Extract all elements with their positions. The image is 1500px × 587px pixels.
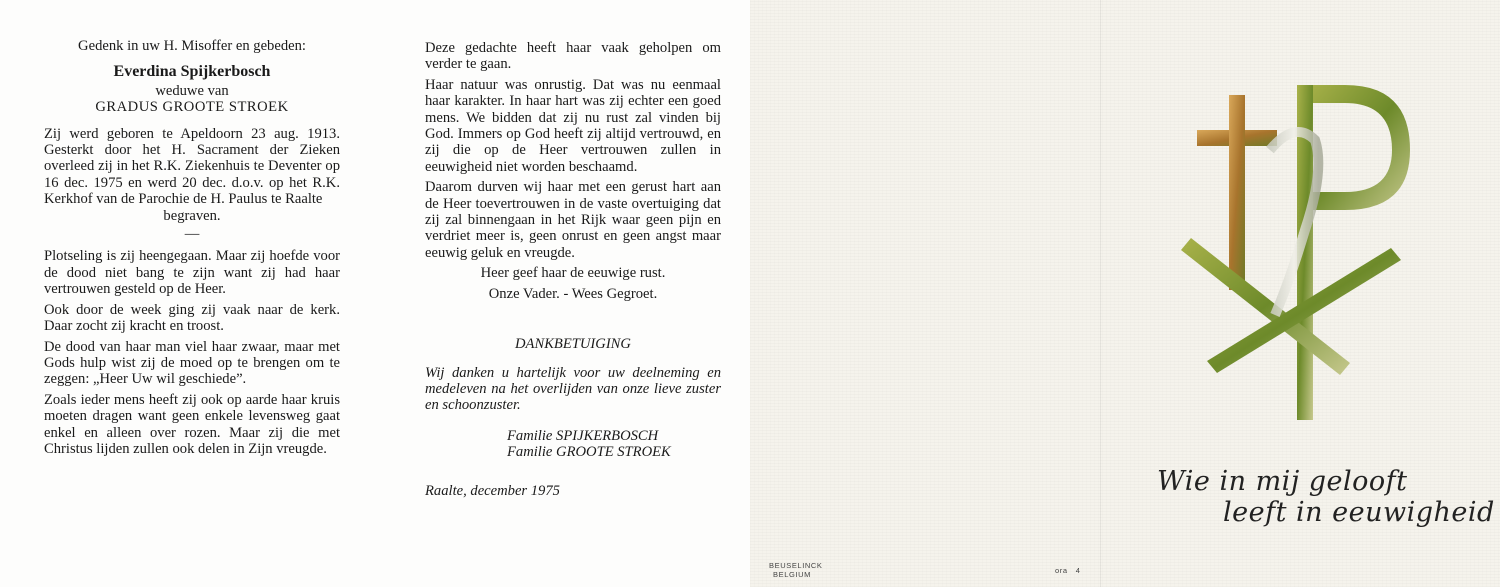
thanks-title: DANKBETUIGING: [515, 336, 631, 353]
thanks-text: Wij danken u hartelijk voor uw deelneming en medeleven na het overlijden van onze lieve zuster en schoonzuster.: [425, 364, 721, 414]
spouse-name: GRADUS GROOTE STROEK: [95, 99, 289, 116]
left-column: [44, 38, 340, 461]
printer-country: BELGIUM: [773, 570, 811, 579]
quote-line-2: leeft in eeuwigheid: [1223, 497, 1495, 528]
biography-end: begraven.: [163, 207, 221, 224]
printer-mark: [769, 561, 823, 579]
prayer-line-2: Onze Vader. - Wees Gegroet.: [488, 285, 658, 302]
fold-line: [1100, 0, 1101, 587]
family-signature-1: Familie SPIJKERBOSCH: [507, 427, 659, 444]
prayer-line-1: Heer geef haar de eeuwige rust.: [480, 265, 666, 282]
deceased-name: Everdina Spijkerbosch: [113, 63, 271, 81]
cross-stem: [1229, 95, 1245, 290]
paragraph-3: De dood van haar man viel haar zwaar, maar met Gods hulp wist zij de moed op te brengen om te zeggen: „Heer Uw wil geschiede”.: [44, 338, 340, 388]
paragraph-5: Deze gedachte heeft haar vaak geholpen om verder te gaan.: [425, 40, 721, 73]
relation-label: weduwe van: [155, 82, 229, 99]
paragraph-2: Ook door de week ging zij vaak naar de kerk. Daar zocht zij kracht en troost.: [44, 301, 340, 335]
cross-chi-rho-icon: [1175, 80, 1415, 425]
biography-text: Zij werd geboren te Apeldoorn 23 aug. 1913. Gesterkt door het H. Sacrament der Zieken overleed zij in het R.K. Ziekenhuis te Deventer op 16 dec. 1975 en werd 20 dec. d.o.v. op het R.K. Kerkhof van de Parochie de H. Paulus te Raalte: [44, 125, 340, 208]
divider: —: [184, 226, 200, 243]
printer-name: BEUSELINCK: [769, 561, 823, 570]
middle-column: [425, 40, 721, 499]
paragraph-1: Plotseling is zij heengegaan. Maar zij hoefde voor de dood niet bang te zijn want zij had haar vertrouwen gesteld op de Heer.: [44, 248, 340, 298]
paragraph-4: Zoals ieder mens heeft zij ook op aarde haar kruis moeten dragen want geen enkele levensweg gaat enkel en alleen over rozen. Maar zij die met Christus lijden zullen ook delen in Zijn vreugde.: [44, 391, 340, 457]
place-date: Raalte, december 1975: [425, 482, 560, 499]
family-signature-2: Familie GROOTE STROEK: [507, 444, 671, 461]
quote-line-1: Wie in mij gelooft: [1157, 466, 1408, 497]
paragraph-7: Daarom durven wij haar met een gerust hart aan de Heer toevertrouwen in de vaste overtuiging dat zij zal binnengaan in het Rijk waar geen pijn en verdriet meer is, geen onrust en geen angst maar eeuwig geluk en vreugde.: [425, 179, 721, 261]
card-code: ora 4: [1055, 566, 1081, 575]
paragraph-6: Haar natuur was onrustig. Dat was nu eenmaal haar karakter. In haar hart was zij echter een goed mens. We bidden dat zij nu rust zal vinden bij God. Immers op God heeft zij altijd vertrouwd, en zij die op de Heer vertrouwen zullen in eeuwigheid niet worden beschaamd.: [425, 76, 721, 175]
memorial-heading: Gedenk in uw H. Misoffer en gebeden:: [78, 38, 306, 54]
